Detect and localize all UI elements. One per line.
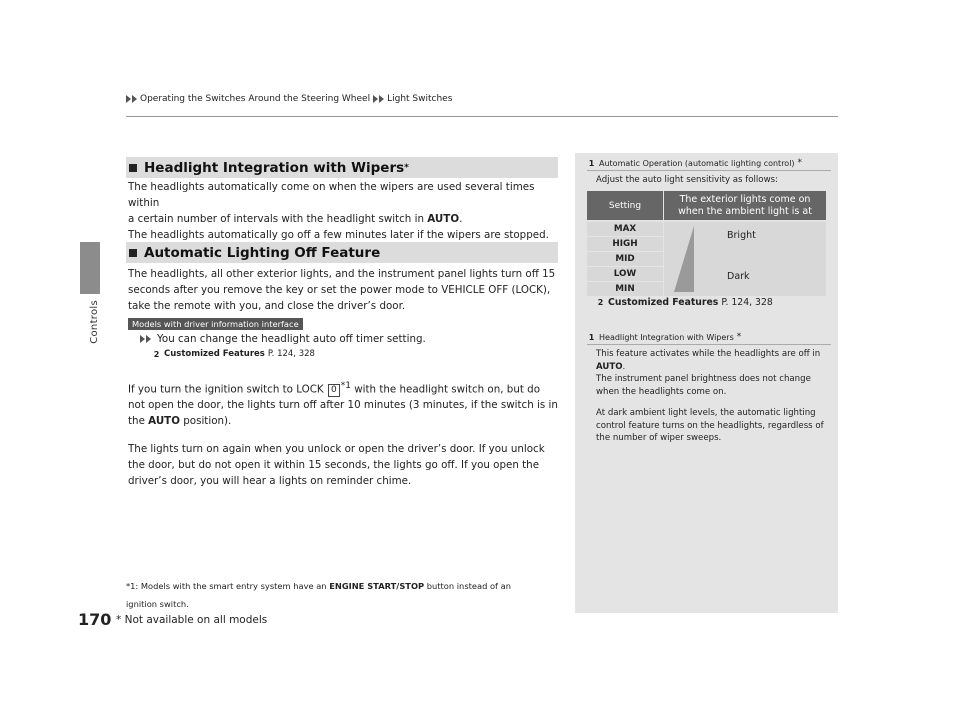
note-title-auto-operation: 1 Automatic Operation (automatic lighting control) *	[588, 158, 803, 168]
chapter-label: Controls	[89, 300, 100, 344]
note-title-headlight-wipers: 1 Headlight Integration with Wipers *	[588, 332, 742, 342]
note-text: Adjust the auto light sensitivity as follows:	[596, 175, 778, 185]
table-header-setting: Setting	[587, 191, 663, 220]
table-cell-level: HIGH	[587, 237, 663, 251]
table-cell-level: MAX	[587, 222, 663, 236]
bullet-text: You can change the headlight auto off timer setting.	[157, 333, 426, 345]
brightness-wedge-icon	[674, 226, 694, 292]
text-line: driver’s door, you will hear a lights on reminder chime.	[128, 475, 412, 487]
text-line: At dark ambient light levels, the automatic lighting	[596, 408, 816, 418]
reference-label[interactable]: Customized Features	[164, 349, 265, 359]
table-header-description: The exterior lights come on when the ambient light is at	[664, 191, 826, 220]
section-title-text: Headlight Integration with Wipers	[144, 159, 405, 176]
text-line: The lights turn on again when you unlock or open the driver’s door. If you unlock	[128, 443, 545, 455]
table-cell-level: MID	[587, 252, 663, 266]
breadcrumb-item[interactable]: Operating the Switches Around the Steering Wheel	[140, 94, 371, 104]
text-line: take the remote with you, and close the driver’s door.	[128, 300, 406, 312]
section-title-headlight-wipers	[126, 157, 558, 178]
section1-paragraph	[128, 179, 560, 243]
text-line: the AUTO position).	[128, 415, 232, 428]
table-cell-level: LOW	[587, 267, 663, 281]
double-arrow-icon	[140, 335, 151, 343]
lock-position-icon: 0	[328, 384, 340, 397]
text-line: the number of wiper sweeps.	[596, 433, 722, 443]
brightness-scale	[664, 222, 826, 296]
dark-label: Dark	[727, 271, 750, 282]
reference-icon: 2	[597, 298, 604, 307]
availability-marker: *	[404, 162, 409, 173]
chapter-tab	[80, 242, 100, 294]
bullet-item	[140, 333, 426, 345]
text-line: seconds after you remove the key or set the power mode to VEHICLE OFF (LOCK),	[128, 284, 551, 296]
text-line: The headlights, all other exterior lights, and the instrument panel lights turn off 15	[128, 268, 556, 280]
note-title-text: Automatic Operation (automatic lighting control)	[599, 158, 795, 168]
sensitivity-table	[587, 191, 826, 296]
section-title-text: Automatic Lighting Off Feature	[144, 244, 381, 261]
text-line: This feature activates while the headlights are off in	[596, 349, 821, 359]
footnote	[126, 577, 566, 613]
section2-paragraph	[128, 266, 560, 314]
header-divider	[126, 116, 838, 117]
note-title-text: Headlight Integration with Wipers	[599, 332, 734, 342]
text-line: not open the door, the lights turn off after 10 minutes (3 minutes, if the switch is in	[128, 399, 558, 412]
section-title-auto-lighting-off	[126, 242, 558, 263]
section-bullet-icon	[129, 164, 137, 172]
reference-pages: P. 124, 328	[267, 349, 315, 359]
note-icon: 1	[588, 332, 595, 342]
cross-reference[interactable]	[152, 349, 315, 359]
text-line: when the headlights come on.	[596, 386, 727, 397]
text-line: a certain number of intervals with the headlight switch in AUTO.	[128, 213, 463, 225]
note-text	[596, 348, 831, 445]
models-badge: Models with driver information interface	[128, 318, 303, 330]
double-arrow-icon	[373, 95, 384, 103]
text-line: control feature turns on the headlights, regardless of	[596, 420, 824, 431]
table-cell-level: MIN	[587, 282, 663, 296]
text-line: AUTO.	[596, 361, 626, 372]
section-bullet-icon	[129, 249, 137, 257]
bright-label: Bright	[727, 230, 756, 241]
text-line: *1: Models with the smart entry system have an ENGINE START/STOP button instead of an	[126, 581, 511, 591]
availability-note: * Not available on all models	[116, 614, 268, 626]
reference-pages: P. 124, 328	[721, 297, 773, 308]
text-line: If you turn the ignition switch to LOCK 0 *1 with the headlight switch on, but do	[128, 381, 541, 396]
breadcrumb	[126, 94, 452, 104]
text-line: the door, but do not open it within 15 seconds, the lights go off. If you open the	[128, 459, 540, 471]
ignition-paragraph	[128, 378, 560, 429]
cross-reference[interactable]	[596, 297, 773, 308]
breadcrumb-item[interactable]: Light Switches	[387, 94, 453, 104]
double-arrow-icon	[126, 95, 137, 103]
text-line: The headlights automatically go off a few minutes later if the wipers are stopped.	[128, 229, 549, 241]
text-line: The instrument panel brightness does not change	[596, 374, 811, 384]
reference-label[interactable]: Customized Features	[608, 297, 719, 308]
page-number: 170	[78, 610, 112, 629]
note-icon: 1	[588, 158, 595, 168]
reference-icon: 2	[153, 349, 160, 359]
note-divider	[587, 344, 831, 345]
unlock-paragraph	[128, 441, 560, 489]
text-line: The headlights automatically come on when the wipers are used several times within	[128, 181, 535, 209]
note-divider	[587, 170, 831, 171]
text-line: ignition switch.	[126, 599, 189, 609]
